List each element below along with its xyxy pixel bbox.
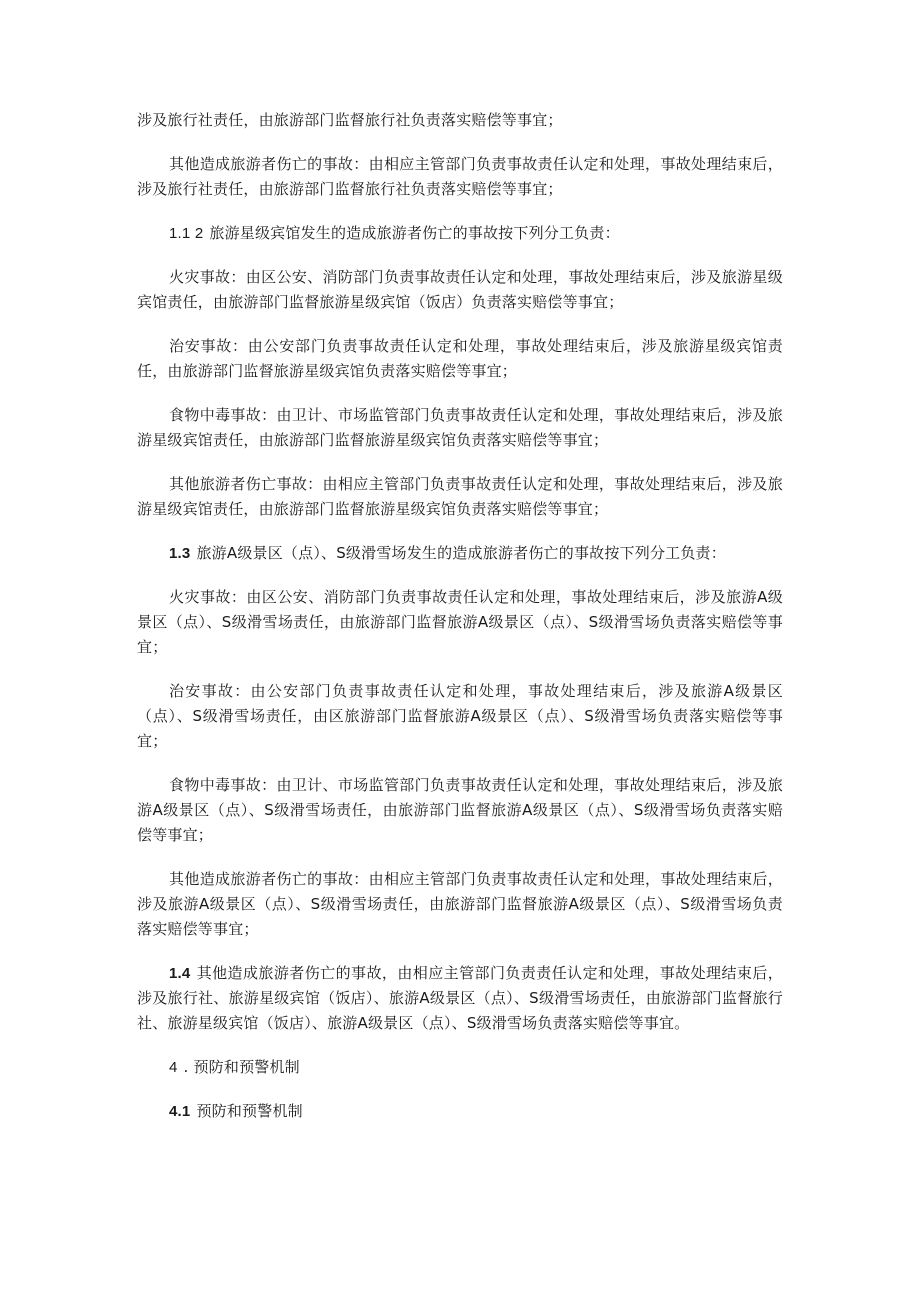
paragraph-text: 治安事故：由公安部门负责事故责任认定和处理，事故处理结束后，涉及旅游A级景区（点）、S级滑雪场责任，由区旅游部门监督旅游A级景区（点）、S级滑雪场负责落实赔偿等事宜；	[137, 682, 783, 750]
paragraph-text: 火灾事故：由区公安、消防部门负责事故责任认定和处理，事故处理结束后，涉及旅游星级宾馆责任，由旅游部门监督旅游星级宾馆（饭店）负责落实赔偿等事宜；	[137, 268, 783, 311]
paragraph-number: 1.3	[169, 545, 191, 562]
paragraph-text: 食物中毒事故：由卫计、市场监管部门负责事故责任认定和处理，事故处理结束后，涉及旅游A级景区（点）、S级滑雪场责任，由旅游部门监督旅游A级景区（点）、S级滑雪场负责落实赔偿等事宜；	[137, 776, 783, 844]
paragraph-0	[137, 108, 783, 133]
paragraph-number: 1.1 2	[169, 225, 204, 242]
paragraph-text: 食物中毒事故：由卫计、市场监管部门负责事故责任认定和处理，事故处理结束后，涉及旅游星级宾馆责任，由旅游部门监督旅游星级宾馆负责落实赔偿等事宜；	[137, 406, 783, 449]
paragraph-text: 其他造成旅游者伤亡的事故：由相应主管部门负责事故责任认定和处理，事故处理结束后，涉及旅游A级景区（点）、S级滑雪场责任，由旅游部门监督旅游A级景区（点）、S级滑雪场负责落实赔偿等事宜；	[137, 870, 783, 938]
paragraph-6	[137, 472, 783, 522]
paragraph-10	[137, 773, 783, 848]
paragraph-11	[137, 867, 783, 942]
paragraph-text: 治安事故：由公安部门负责事故责任认定和处理，事故处理结束后，涉及旅游星级宾馆责任，由旅游部门监督旅游星级宾馆负责落实赔偿等事宜；	[137, 337, 783, 380]
paragraph-1-3	[137, 541, 783, 566]
paragraph-1-1-2	[137, 221, 783, 246]
section-heading-4	[137, 1055, 783, 1080]
section-number: 4	[169, 1059, 178, 1076]
paragraph-1	[137, 152, 783, 202]
paragraph-number: 1.4	[169, 965, 191, 982]
paragraph-text: 其他旅游者伤亡事故：由相应主管部门负责事故责任认定和处理，事故处理结束后，涉及旅游星级宾馆责任，由旅游部门监督旅游星级宾馆负责落实赔偿等事宜；	[137, 475, 783, 518]
paragraph-3	[137, 265, 783, 315]
paragraph-text: 涉及旅行社责任，由旅游部门监督旅行社负责落实赔偿等事宜；	[137, 111, 563, 129]
paragraph-text: 旅游星级宾馆发生的造成旅游者伤亡的事故按下列分工负责：	[209, 224, 620, 242]
paragraph-text: 其他造成旅游者伤亡的事故：由相应主管部门负责事故责任认定和处理，事故处理结束后，涉及旅行社责任，由旅游部门监督旅行社负责落实赔偿等事宜；	[137, 155, 783, 198]
subsection-heading-4-1	[137, 1099, 783, 1124]
document-body	[137, 108, 783, 1143]
paragraph-9	[137, 679, 783, 754]
paragraph-text: 其他造成旅游者伤亡的事故，由相应主管部门负责责任认定和处理，事故处理结束后，涉及旅行社、旅游星级宾馆（饭店）、旅游A级景区（点）、S级滑雪场责任，由旅游部门监督旅行社、旅游星级宾馆（饭店）、旅游A级景区（点）、S级滑雪场负责落实赔偿等事宜。	[137, 964, 783, 1032]
subsection-title: 预防和预警机制	[196, 1102, 303, 1120]
subsection-number: 4.1	[169, 1103, 191, 1120]
paragraph-5	[137, 403, 783, 453]
paragraph-8	[137, 585, 783, 660]
paragraph-4	[137, 334, 783, 384]
paragraph-1-4	[137, 961, 783, 1036]
paragraph-text: 火灾事故：由区公安、消防部门负责事故责任认定和处理，事故处理结束后，涉及旅游A级景区（点）、S级滑雪场责任，由旅游部门监督旅游A级景区（点）、S级滑雪场负责落实赔偿等事宜；	[137, 588, 783, 656]
paragraph-text: 旅游A级景区（点）、S级滑雪场发生的造成旅游者伤亡的事故按下列分工负责：	[196, 544, 726, 562]
section-title: . 预防和预警机制	[183, 1058, 300, 1076]
